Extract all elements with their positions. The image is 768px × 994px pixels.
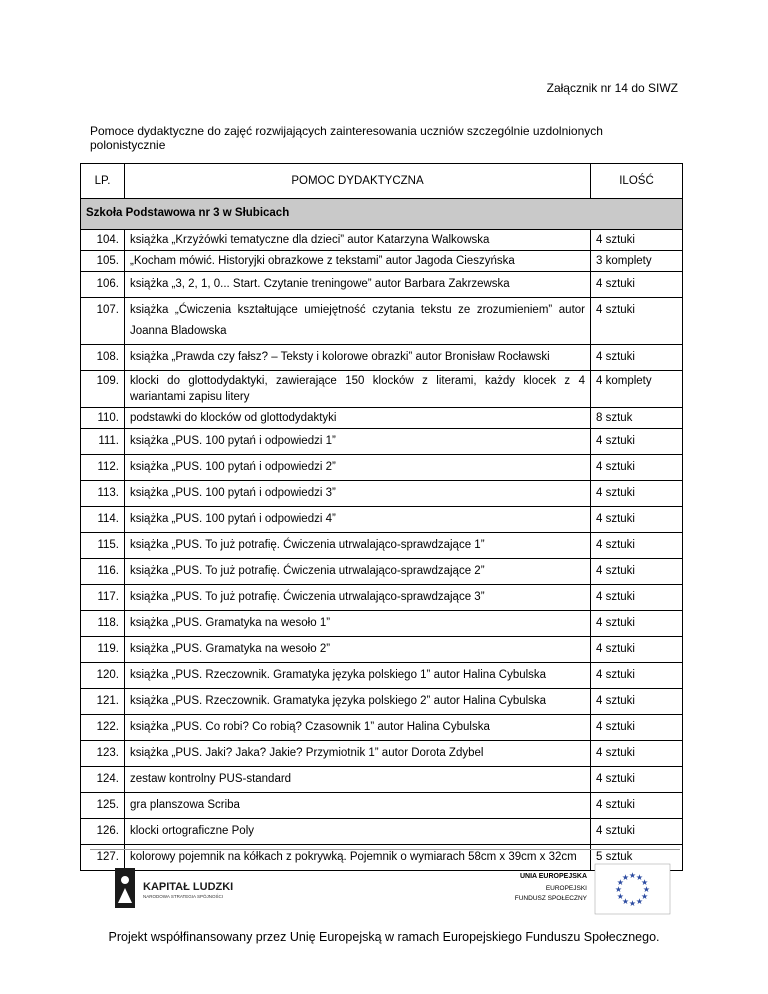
row-quantity: 4 sztuki: [591, 793, 683, 819]
kapital-ludzki-logo: [107, 858, 267, 920]
table-row: [81, 230, 683, 251]
eu-star-icon: ★: [628, 899, 637, 908]
row-quantity: 4 sztuki: [591, 637, 683, 663]
eu-star-icon: ★: [616, 878, 624, 887]
row-lp: 127.: [81, 845, 125, 871]
row-quantity: 5 sztuk: [591, 845, 683, 871]
row-quantity: 4 sztuki: [591, 559, 683, 585]
table-row: [81, 559, 683, 585]
eu-line1: EUROPEJSKI: [545, 885, 587, 892]
row-lp: 123.: [81, 741, 125, 767]
row-quantity: 4 sztuki: [591, 507, 683, 533]
row-quantity: 8 sztuk: [591, 408, 683, 429]
row-quantity: 4 sztuki: [591, 741, 683, 767]
table-row: [81, 585, 683, 611]
row-quantity: 4 sztuki: [591, 481, 683, 507]
section-row: [81, 199, 683, 230]
row-description: książka „PUS. Jaki? Jaka? Jakie? Przymiotnik 1” autor Dorota Zdybel: [125, 741, 591, 767]
eu-star-icon: ★: [641, 892, 649, 901]
kapital-ludzki-subtitle: NARODOWA STRATEGIA SPÓJNOŚCI: [143, 894, 224, 899]
row-quantity: 4 sztuki: [591, 298, 683, 345]
eu-star-icon: ★: [641, 878, 649, 887]
row-lp: 109.: [81, 371, 125, 408]
eu-line2: FUNDUSZ SPOŁECZNY: [514, 895, 587, 902]
footer-divider: [90, 849, 680, 850]
row-description: „Kocham mówić. Historyjki obrazkowe z tekstami” autor Jagoda Cieszyńska: [125, 251, 591, 272]
row-lp: 115.: [81, 533, 125, 559]
row-quantity: 4 sztuki: [591, 230, 683, 251]
row-quantity: 4 sztuki: [591, 767, 683, 793]
row-lp: 125.: [81, 793, 125, 819]
row-quantity: 3 komplety: [591, 251, 683, 272]
table-row: [81, 455, 683, 481]
eu-star-icon: ★: [635, 872, 644, 882]
row-description: klocki do glottodydaktyki, zawierające 150 klocków z literami, każdy klocek z 4 wariantami zapisu litery: [125, 371, 591, 408]
eu-title: UNIA EUROPEJSKA: [519, 873, 587, 880]
row-description: książka „Krzyżówki tematyczne dla dzieci” autor Katarzyna Walkowska: [125, 230, 591, 251]
row-lp: 124.: [81, 767, 125, 793]
row-lp: 126.: [81, 819, 125, 845]
row-lp: 117.: [81, 585, 125, 611]
table-row: [81, 408, 683, 429]
row-lp: 107.: [81, 298, 125, 345]
row-lp: 122.: [81, 715, 125, 741]
row-description: książka „PUS. Gramatyka na wesoło 1”: [125, 611, 591, 637]
row-lp: 113.: [81, 481, 125, 507]
row-description: książka „Prawda czy fałsz? – Teksty i kolorowe obrazki” autor Bronisław Rocławski: [125, 345, 591, 371]
eu-star-icon: ★: [642, 885, 651, 894]
table-row: [81, 345, 683, 371]
table-header-row: [81, 164, 683, 199]
row-quantity: 4 sztuki: [591, 819, 683, 845]
table-row: [81, 715, 683, 741]
table-row: [81, 637, 683, 663]
row-description: książka „PUS. To już potrafię. Ćwiczenia utrwalająco-sprawdzające 3”: [125, 585, 591, 611]
row-description: książka „PUS. Gramatyka na wesoło 2”: [125, 637, 591, 663]
row-lp: 119.: [81, 637, 125, 663]
row-lp: 108.: [81, 345, 125, 371]
row-description: książka „PUS. 100 pytań i odpowiedzi 3”: [125, 481, 591, 507]
row-quantity: 4 sztuki: [591, 663, 683, 689]
kapital-ludzki-title: KAPITAŁ LUDZKI: [143, 881, 234, 893]
table-row: [81, 663, 683, 689]
table-row: [81, 298, 683, 345]
row-lp: 106.: [81, 272, 125, 298]
eu-logo: [495, 858, 675, 920]
row-description: zestaw kontrolny PUS-standard: [125, 767, 591, 793]
table-row: [81, 429, 683, 455]
header-pomoc: POMOC DYDAKTYCZNA: [125, 164, 591, 199]
table-row: [81, 533, 683, 559]
row-quantity: 4 komplety: [591, 371, 683, 408]
row-quantity: 4 sztuki: [591, 455, 683, 481]
items-table: [80, 163, 683, 871]
row-lp: 111.: [81, 429, 125, 455]
table-row: [81, 272, 683, 298]
row-quantity: 4 sztuki: [591, 611, 683, 637]
table-row: [81, 767, 683, 793]
row-lp: 121.: [81, 689, 125, 715]
eu-star-icon: ★: [614, 885, 623, 894]
row-quantity: 4 sztuki: [591, 429, 683, 455]
row-description: książka „Ćwiczenia kształtujące umiejętność czytania tekstu ze zrozumieniem” autor Joanna Bladowska: [125, 298, 591, 345]
eu-star-icon: ★: [621, 897, 630, 907]
row-description: książka „PUS. 100 pytań i odpowiedzi 1”: [125, 429, 591, 455]
table-row: [81, 793, 683, 819]
table-row: [81, 481, 683, 507]
row-quantity: 4 sztuki: [591, 715, 683, 741]
row-description: książka „PUS. Rzeczownik. Gramatyka języka polskiego 2” autor Halina Cybulska: [125, 689, 591, 715]
table-row: [81, 251, 683, 272]
row-lp: 110.: [81, 408, 125, 429]
row-description: książka „PUS. To już potrafię. Ćwiczenia utrwalająco-sprawdzające 1”: [125, 533, 591, 559]
section-title: Szkoła Podstawowa nr 3 w Słubicach: [81, 199, 683, 230]
eu-star-icon: ★: [635, 897, 644, 907]
table-row: [81, 819, 683, 845]
row-lp: 118.: [81, 611, 125, 637]
row-description: klocki ortograficzne Poly: [125, 819, 591, 845]
row-description: książka „PUS. Rzeczownik. Gramatyka języka polskiego 1” autor Halina Cybulska: [125, 663, 591, 689]
footer-text: Projekt współfinansowany przez Unię Europejską w ramach Europejskiego Funduszu Społecznego.: [108, 930, 660, 944]
table-row: [81, 689, 683, 715]
annex-label: Załącznik nr 14 do SIWZ: [546, 81, 678, 95]
row-description: książka „PUS. 100 pytań i odpowiedzi 4”: [125, 507, 591, 533]
row-lp: 112.: [81, 455, 125, 481]
row-description: książka „PUS. Co robi? Co robią? Czasownik 1” autor Halina Cybulska: [125, 715, 591, 741]
row-lp: 114.: [81, 507, 125, 533]
intro-text: Pomoce dydaktyczne do zajęć rozwijających zainteresowania uczniów szczególnie uzdolnionych polonistycznie: [90, 124, 603, 152]
row-description: książka „PUS. To już potrafię. Ćwiczenia utrwalająco-sprawdzające 2”: [125, 559, 591, 585]
eu-star-icon: ★: [621, 872, 630, 882]
table-row: [81, 611, 683, 637]
row-lp: 104.: [81, 230, 125, 251]
row-lp: 120.: [81, 663, 125, 689]
table-row: [81, 741, 683, 767]
row-quantity: 4 sztuki: [591, 585, 683, 611]
row-lp: 116.: [81, 559, 125, 585]
header-ilosc: ILOŚĆ: [591, 164, 683, 199]
header-lp: LP.: [81, 164, 125, 199]
row-description: książka „3, 2, 1, 0... Start. Czytanie treningowe” autor Barbara Zakrzewska: [125, 272, 591, 298]
row-quantity: 4 sztuki: [591, 689, 683, 715]
row-quantity: 4 sztuki: [591, 345, 683, 371]
eu-star-icon: ★: [628, 871, 637, 880]
row-lp: 105.: [81, 251, 125, 272]
table-row: [81, 371, 683, 408]
row-quantity: 4 sztuki: [591, 272, 683, 298]
eu-star-icon: ★: [616, 892, 624, 901]
row-description: kolorowy pojemnik na kółkach z pokrywką. Pojemnik o wymiarach 58cm x 39cm x 32cm: [125, 845, 591, 871]
table-row: [81, 507, 683, 533]
row-description: książka „PUS. 100 pytań i odpowiedzi 2”: [125, 455, 591, 481]
row-quantity: 4 sztuki: [591, 533, 683, 559]
row-description: podstawki do klocków od glottodydaktyki: [125, 408, 591, 429]
row-description: gra planszowa Scriba: [125, 793, 591, 819]
